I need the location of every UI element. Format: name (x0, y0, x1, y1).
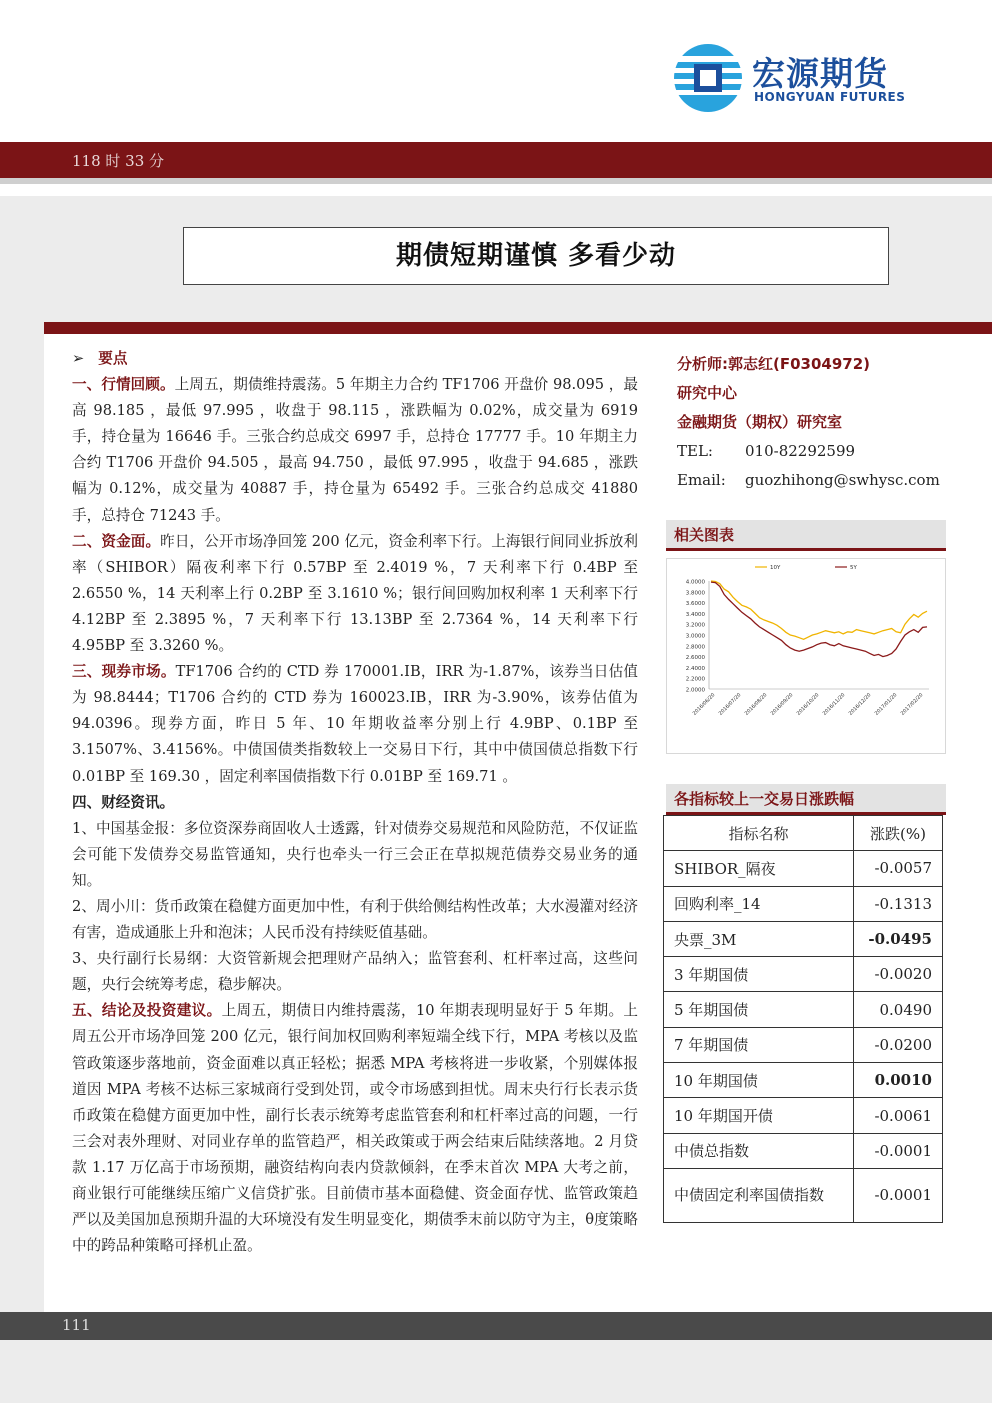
x-tick-label: 2016/08/20 (743, 692, 769, 717)
conclusion-paragraph (72, 998, 638, 1259)
row-value: -0.0495 (854, 921, 943, 956)
row-value: -0.1313 (854, 886, 943, 921)
funding-text: 昨日，公开市场净回笼 200 亿元，资金利率下行。上海银行间同业拆放利率（SHIBOR）隔夜利率下行 0.57BP 至 2.4019 %，7 天利率下行 0.4BP 至 2.6550 %，14 天利率上行 0.2BP 至 3.1610 %；银行间回购加权利率 1 天利率下行 4.12BP 至 2.3895 %，7 天利率下行 13.13BP 至 2.7364 %，14 天利率下行 4.95BP 至 3.3260 %。 (72, 532, 638, 655)
header-divider (0, 178, 992, 184)
yield-chart (666, 558, 946, 754)
table-header-row (664, 816, 943, 851)
table-row (664, 992, 943, 1027)
y-tick-label: 3.0000 (685, 633, 705, 640)
y-tick-label: 3.6000 (685, 601, 705, 608)
logo-mark-icon (672, 42, 744, 114)
chart-section-underline (666, 548, 946, 551)
table-section-title: 各指标较上一交易日涨跌幅 (674, 790, 855, 808)
yield-chart-svg (667, 559, 945, 753)
spot-market-text: TF1706 合约的 CTD 券 170001.IB，IRR 为-1.87%，该券当日估值为 98.8444；T1706 合约的 CTD 券为 160023.IB，IRR 为-3.90%，该券估值为 94.0396。现券方面，昨日 5 年、10 年期收益率分别上行 4.9BP、0.1BP 至 3.1507%、3.4156%。中债国债类指数较上一交易日下行，其中中债国债总指数下行 0.01BP 至 169.30 ，固定利率国债指数下行 0.01BP 至 169.71 。 (72, 663, 638, 785)
row-name: 10 年期国债 (664, 1063, 854, 1098)
y-tick-label: 2.4000 (685, 665, 705, 672)
report-title-box (183, 227, 889, 285)
funding-heading: 二、资金面。 (72, 532, 161, 550)
y-tick-label: 2.2000 (685, 676, 705, 683)
email-label: Email: (677, 471, 726, 489)
row-name: 10 年期国开债 (664, 1098, 854, 1133)
x-tick-label: 2016/06/20 (691, 692, 717, 717)
y-tick-label: 3.8000 (685, 590, 705, 597)
company-logo (672, 40, 932, 120)
row-value: -0.0001 (854, 1168, 943, 1222)
col-header-name: 指标名称 (664, 816, 854, 851)
y-tick-label: 4.0000 (685, 579, 705, 586)
table-row (664, 886, 943, 921)
analyst-email-row (677, 466, 967, 495)
summary-heading: ➢ 要点 (72, 350, 128, 367)
table-row (664, 1133, 943, 1168)
analyst-dept-2: 金融期货（期权）研究室 (677, 413, 843, 431)
conclusion-heading: 五、结论及投资建议。 (72, 1002, 222, 1020)
y-tick-label: 3.2000 (685, 622, 705, 629)
table-row (664, 957, 943, 992)
funding-paragraph (72, 529, 638, 659)
x-tick-label: 2016/11/20 (821, 692, 847, 717)
report-title: 期债短期谨慎 多看少动 (395, 241, 677, 271)
logo-cn-text: 宏源期货 (752, 54, 888, 93)
section-divider (44, 322, 992, 334)
conclusion-text: 上周五，期债日内维持震荡，10 年期表现明显好于 5 年期。上周五公开市场净回笼 200 亿元，银行间加权回购利率短端全线下行，MPA 考核以及监管政策逐步落地前，资金面难以真正轻松；据悉 MPA 考核将进一步收紧，个别媒体报道因 MPA 考核不达标三家城商行受到处罚，或令市场感到担忧。周末央行行长表示货币政策在稳健方面更加中性，副行长表示统筹考虑监管套利和杠杆率过高的问题，一行三会对表外理财、对同业存单的监管趋严，相关政策或于两会结束后陆续落地。2 月贷款 1.17 万亿高于市场预期，融资结构向表内贷款倾斜，在季末首次 MPA 大考之前，商业银行可能继续压缩广义信贷扩张。目前债市基本面稳健、资金面存忧、监管政策趋严以及美国加息预期升温的大环境没有发生明显变化，期债季末前以防守为主，θ度策略中的跨品种策略可择机止盈。 (72, 1002, 638, 1255)
y-tick-label: 2.0000 (685, 687, 705, 694)
page-number: 111 (62, 1316, 91, 1334)
col-header-change: 涨跌(%) (854, 816, 943, 851)
series-line-5y (711, 582, 927, 657)
row-name: 3 年期国债 (664, 957, 854, 992)
spot-market-heading: 三、现券市场。 (72, 663, 176, 681)
x-tick-label: 2017/01/20 (873, 692, 899, 717)
market-review-heading: 一、行情回顾。 (72, 376, 175, 394)
tel-label: TEL: (677, 442, 713, 460)
row-name: 央票_3M (664, 921, 854, 956)
legend-label: 5Y (850, 565, 857, 571)
finance-news-heading: 四、财经资讯。 (72, 793, 175, 811)
row-value: -0.0200 (854, 1027, 943, 1062)
analyst-name: 分析师:郭志红(F0304972) (677, 355, 871, 373)
table-row (664, 1168, 943, 1222)
row-value: -0.0020 (854, 957, 943, 992)
logo-en-text: HONGYUAN FUTURES (754, 90, 906, 104)
row-value: 0.0490 (854, 992, 943, 1027)
indicator-table (663, 815, 943, 1223)
row-value: -0.0001 (854, 1133, 943, 1168)
table-row (664, 1098, 943, 1133)
arrow-bullet-icon: ➢ (72, 350, 85, 367)
row-value: 0.0010 (854, 1063, 943, 1098)
analyst-dept-1: 研究中心 (677, 384, 738, 402)
table-row (664, 1063, 943, 1098)
footer-band (0, 1312, 992, 1340)
x-tick-label: 2016/07/20 (717, 692, 743, 717)
legend-label: 10Y (770, 565, 781, 571)
spot-market-paragraph (72, 659, 638, 789)
news-item-3: 3、央行副行长易纲：大资管新规会把理财产品纳入；监管套利、杠杆率过高，这些问题，央行会统筹考虑，稳步解决。 (72, 950, 638, 994)
market-review-paragraph (72, 372, 638, 529)
row-value: -0.0057 (854, 851, 943, 886)
row-name: 中债总指数 (664, 1133, 854, 1168)
table-row (664, 1027, 943, 1062)
x-tick-label: 2016/12/20 (847, 692, 873, 717)
table-section-header (666, 784, 946, 812)
tel-value: 010-82292599 (745, 442, 856, 460)
y-tick-label: 3.4000 (685, 611, 705, 618)
news-item-1: 1、中国基金报：多位资深券商固收人士透露，针对债券交易规范和风险防范，不仅证监会可能下发债券交易监管通知，央行也牵头一行三会正在草拟规范债券交易业务的通知。 (72, 819, 638, 889)
series-line-10y (711, 581, 927, 639)
news-item-2: 2、周小川：货币政策在稳健方面更加中性，有利于供给侧结构性改革；大水漫灌对经济有害，造成通胀上升和泡沫；人民币没有持续贬值基础。 (72, 897, 638, 942)
analyst-info (677, 350, 967, 495)
header-band-text: 118 时 33 分 (72, 152, 165, 170)
y-tick-label: 2.6000 (685, 655, 705, 662)
row-value: -0.0061 (854, 1098, 943, 1133)
chart-section-title: 相关图表 (674, 526, 735, 544)
row-name: 回购利率_14 (664, 886, 854, 921)
chart-section-header (666, 520, 946, 548)
email-value[interactable]: guozhihong@swhysc.com (745, 471, 940, 489)
row-name: 5 年期国债 (664, 992, 854, 1027)
table-row (664, 851, 943, 886)
row-name: 7 年期国债 (664, 1027, 854, 1062)
y-tick-label: 2.8000 (685, 644, 705, 651)
row-name: SHIBOR_隔夜 (664, 851, 854, 886)
main-text-column (72, 346, 638, 1259)
analyst-tel-row (677, 437, 967, 466)
x-tick-label: 2016/10/20 (795, 692, 821, 717)
market-review-text: 上周五，期债维持震荡。5 年期主力合约 TF1706 开盘价 98.095 ，最高 98.185 ，最低 97.995 ，收盘于 98.115 ，涨跌幅为 0.02%，成交量为 6919 手，持仓量为 16646 手。三张合约总成交 6997 手，总持仓 17777 手。10 年期主力合约 T1706 开盘价 94.505 ，最高 94.750 ，最低 97.995 ，收盘于 94.685 ，涨跌幅为 0.12%，成交量为 40887 手，持仓量为 65492 手。三张合约总成交 41880 手，总持仓 71243 手。 (72, 376, 638, 524)
row-name: 中债固定利率国债指数 (664, 1168, 854, 1222)
table-row (664, 921, 943, 956)
x-tick-label: 2016/09/20 (769, 692, 795, 717)
x-tick-label: 2017/02/20 (899, 692, 925, 717)
